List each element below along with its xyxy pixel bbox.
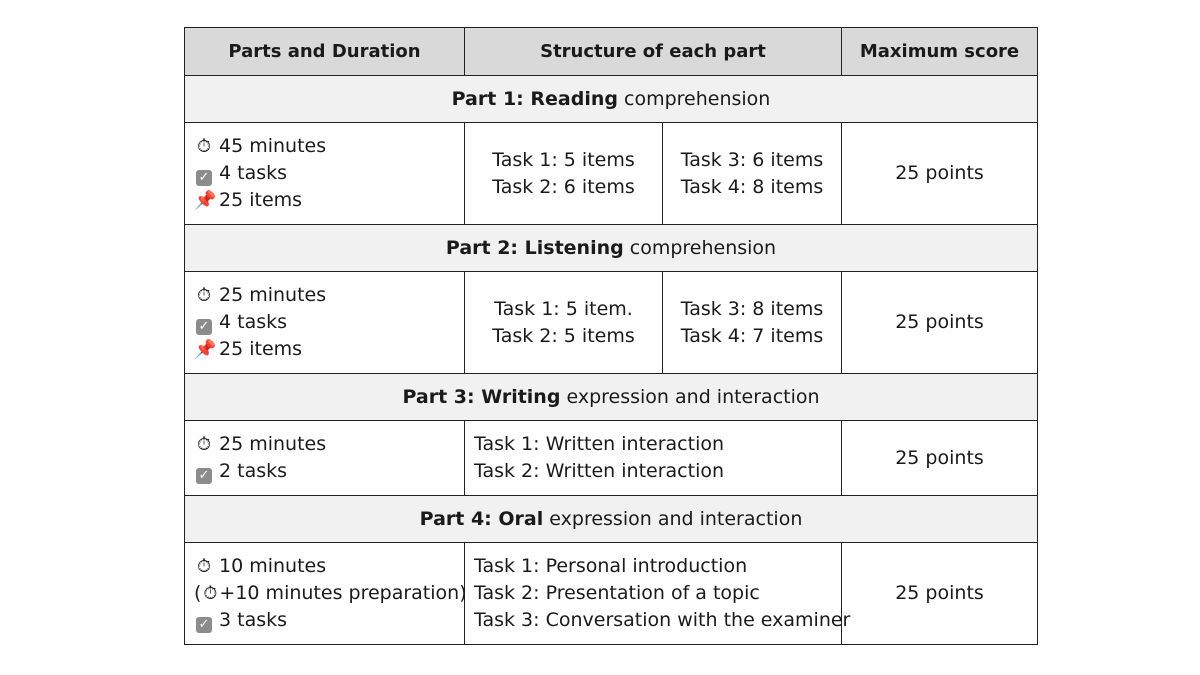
part-title-row bbox=[185, 76, 1038, 123]
stopwatch-icon: ⏱ bbox=[203, 583, 218, 604]
duration-cell bbox=[185, 272, 465, 374]
header-max-score: Maximum score bbox=[842, 28, 1038, 76]
task-line: Task 4: 8 items bbox=[680, 175, 824, 198]
score-cell: 25 points bbox=[842, 421, 1038, 496]
stopwatch-icon: ⏱ bbox=[196, 556, 212, 577]
part-detail-row bbox=[185, 123, 1038, 225]
part-detail-row bbox=[185, 272, 1038, 374]
part-title-bold: Part 2: Listening bbox=[445, 237, 624, 259]
part-title-row bbox=[185, 374, 1038, 421]
duration-cell bbox=[185, 421, 465, 496]
structure-cell-b bbox=[663, 272, 842, 374]
task-line: Task 1: 5 items bbox=[492, 148, 635, 171]
score-cell: 25 points bbox=[842, 543, 1038, 645]
task-line: Task 1: Written interaction bbox=[474, 433, 725, 455]
checkbox-icon: ✓ bbox=[196, 617, 212, 633]
tasks-text: 4 tasks bbox=[219, 311, 288, 333]
checkbox-icon: ✓ bbox=[196, 319, 212, 335]
part-title bbox=[185, 76, 1038, 123]
part-title-bold: Part 1: Reading bbox=[451, 88, 618, 110]
items-text: 25 items bbox=[219, 338, 303, 360]
task-line: Task 3: 8 items bbox=[680, 297, 824, 320]
part-title-bold: Part 3: Writing bbox=[402, 386, 561, 408]
part-title bbox=[185, 496, 1038, 543]
task-line: Task 2: 6 items bbox=[492, 175, 635, 198]
prep-paren: ( bbox=[194, 582, 202, 604]
score-cell: 25 points bbox=[842, 272, 1038, 374]
part-title-rest: comprehension bbox=[617, 88, 771, 110]
part-title-row bbox=[185, 496, 1038, 543]
part-detail-row bbox=[185, 543, 1038, 645]
stopwatch-icon: ⏱ bbox=[196, 434, 212, 455]
header-parts-duration: Parts and Duration bbox=[185, 28, 465, 76]
part-title-rest: expression and interaction bbox=[560, 386, 820, 408]
task-line: Task 2: Written interaction bbox=[474, 460, 725, 482]
items-text: 25 items bbox=[219, 189, 303, 211]
preparation-text: +10 minutes preparation) bbox=[219, 582, 467, 604]
duration-cell bbox=[185, 123, 465, 225]
task-line: Task 1: 5 item. bbox=[494, 297, 633, 320]
part-detail-row bbox=[185, 421, 1038, 496]
part-title bbox=[185, 374, 1038, 421]
duration-text: 45 minutes bbox=[219, 135, 327, 157]
part-title-bold: Part 4: Oral bbox=[419, 508, 544, 530]
structure-cell-a bbox=[465, 123, 663, 225]
duration-cell bbox=[185, 543, 465, 645]
task-line: Task 3: Conversation with the examiner bbox=[474, 609, 851, 631]
structure-cell-a bbox=[465, 272, 663, 374]
task-line: Task 2: 5 items bbox=[492, 324, 635, 347]
part-title-row bbox=[185, 225, 1038, 272]
stopwatch-icon: ⏱ bbox=[196, 136, 212, 157]
tasks-text: 4 tasks bbox=[219, 162, 288, 184]
exam-structure-table bbox=[184, 27, 1038, 645]
tasks-text: 3 tasks bbox=[219, 609, 288, 631]
part-title-rest: comprehension bbox=[623, 237, 777, 259]
task-line: Task 2: Presentation of a topic bbox=[474, 582, 760, 604]
duration-text: 10 minutes bbox=[219, 555, 327, 577]
part-title bbox=[185, 225, 1038, 272]
checkbox-icon: ✓ bbox=[196, 170, 212, 186]
task-line: Task 3: 6 items bbox=[680, 148, 824, 171]
checkbox-icon: ✓ bbox=[196, 468, 212, 484]
score-cell: 25 points bbox=[842, 123, 1038, 225]
header-structure: Structure of each part bbox=[465, 28, 842, 76]
pushpin-icon: 📌 bbox=[194, 190, 217, 211]
task-line: Task 1: Personal introduction bbox=[474, 555, 748, 577]
stopwatch-icon: ⏱ bbox=[196, 285, 212, 306]
structure-cell-b bbox=[663, 123, 842, 225]
tasks-text: 2 tasks bbox=[219, 460, 288, 482]
task-line: Task 4: 7 items bbox=[680, 324, 824, 347]
structure-cell bbox=[465, 543, 851, 645]
structure-cell bbox=[465, 421, 842, 496]
duration-text: 25 minutes bbox=[219, 284, 327, 306]
pushpin-icon: 📌 bbox=[194, 339, 217, 360]
part-title-rest: expression and interaction bbox=[543, 508, 803, 530]
duration-text: 25 minutes bbox=[219, 433, 327, 455]
header-row bbox=[185, 28, 1038, 76]
